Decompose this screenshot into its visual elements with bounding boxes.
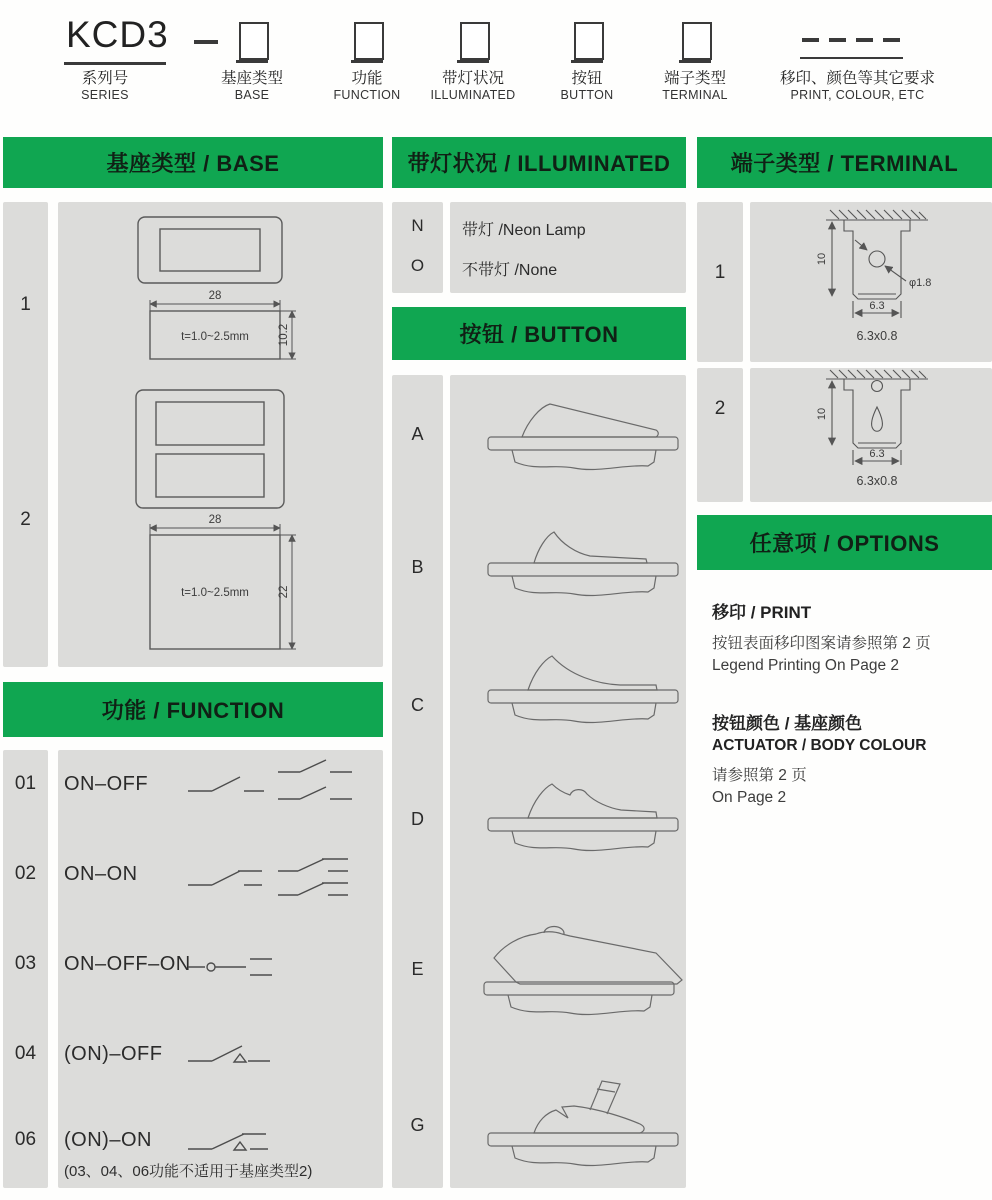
button-row-code-E: E xyxy=(411,959,424,979)
base-2-panel-cutout-drawing xyxy=(134,388,286,510)
button-G-rocker-drawing xyxy=(478,1075,688,1175)
terminal-2-caption: 6.3x0.8 xyxy=(856,474,898,488)
function-row-code-01: 01 xyxy=(14,773,37,794)
function-row-label-02: ON–ON xyxy=(64,863,138,885)
field-label-illuminated-en: ILLUMINATED xyxy=(430,88,516,102)
illuminated-row-code-O: O xyxy=(410,256,425,275)
base-2-width-dim: 28 xyxy=(208,514,222,526)
field-label-terminal-en: TERMINAL xyxy=(662,88,728,102)
code-box-terminal-underline xyxy=(679,60,711,63)
field-label-print-zh: 移印、颜色等其它要求 xyxy=(779,70,935,87)
field-label-series-en: SERIES xyxy=(81,88,129,102)
terminal-1-drawing xyxy=(782,206,967,358)
button-row-code-A: A xyxy=(411,424,424,444)
section-header-illuminated: 带灯状况 / ILLUMINATED xyxy=(392,137,686,188)
field-label-base-en: BASE xyxy=(234,88,270,102)
button-D-rocker-drawing xyxy=(478,760,688,860)
function-02-circuit-schematic xyxy=(186,845,364,909)
base-1-dimension-drawing xyxy=(138,288,303,368)
field-label-base-zh: 基座类型 xyxy=(220,70,283,87)
field-label-function-zh: 功能 xyxy=(351,70,383,87)
terminal-row-code-2: 2 xyxy=(714,398,726,419)
base-row-code-1: 1 xyxy=(20,294,31,315)
code-box-function-underline xyxy=(351,60,383,63)
function-row-label-04: (ON)–OFF xyxy=(64,1043,163,1065)
illuminated-row-label-N: 带灯 /Neon Lamp xyxy=(462,222,586,239)
field-label-function-en: FUNCTION xyxy=(333,88,401,102)
button-row-code-C: C xyxy=(411,695,424,715)
function-row-code-03: 03 xyxy=(14,953,37,974)
series-code: KCD3 xyxy=(66,14,169,55)
base-label-column xyxy=(3,202,48,667)
button-row-code-B: B xyxy=(411,557,424,577)
base-1-thickness: t=1.0~2.5mm xyxy=(181,331,249,343)
field-label-button-zh: 按钮 xyxy=(571,70,603,87)
button-label-column xyxy=(392,375,443,1188)
function-row-code-02: 02 xyxy=(14,863,37,884)
button-row-code-G: G xyxy=(410,1115,425,1135)
options-print-line-en: Legend Printing On Page 2 xyxy=(712,657,899,674)
terminal-1-caption: 6.3x0.8 xyxy=(856,329,898,343)
code-box-illuminated xyxy=(460,22,490,60)
function-06-circuit-schematic xyxy=(186,1111,364,1175)
button-B-rocker-drawing xyxy=(478,505,688,605)
illuminated-row-code-N: N xyxy=(411,216,424,235)
terminal-2-label-cell xyxy=(697,368,743,502)
print-dash-4 xyxy=(883,38,900,42)
terminal-2-top-hole-circle xyxy=(872,381,883,392)
base-1-panel-cutout-drawing xyxy=(136,215,284,285)
print-dash-3 xyxy=(856,38,873,42)
code-box-function xyxy=(354,22,384,60)
terminal-1-height-dim: 10 xyxy=(816,252,828,266)
base-2-dimension-drawing xyxy=(138,512,303,658)
separator-dash xyxy=(194,40,218,44)
terminal-2-height-dim: 10 xyxy=(816,407,828,421)
field-label-terminal-zh: 端子类型 xyxy=(663,70,726,87)
terminal-2-drawing xyxy=(782,369,967,499)
section-header-button: 按钮 / BUTTON xyxy=(392,307,686,360)
button-A-rocker-drawing xyxy=(478,379,688,479)
function-row-code-06: 06 xyxy=(14,1129,37,1150)
options-colour-line-1: ACTUATOR / BODY COLOUR xyxy=(712,737,927,754)
section-header-function: 功能 / FUNCTION xyxy=(3,682,383,737)
button-C-rocker-drawing xyxy=(478,632,688,732)
section-header-terminal: 端子类型 / TERMINAL xyxy=(697,137,992,188)
terminal-1-hole-circle xyxy=(869,251,885,267)
function-row-label-03: ON–OFF–ON xyxy=(64,953,191,975)
base-2-height-dim: 22 xyxy=(278,585,290,599)
code-box-base-underline xyxy=(236,60,268,63)
code-box-base xyxy=(239,22,269,60)
terminal-1-width-dim: 6.3 xyxy=(869,300,885,312)
illuminated-row-label-O: 不带灯 /None xyxy=(462,262,558,279)
button-E-rocker-drawing xyxy=(470,924,688,1024)
print-dash-2 xyxy=(829,38,846,42)
terminal-2-width-dim: 6.3 xyxy=(869,448,885,460)
options-colour-line-3: On Page 2 xyxy=(712,789,787,806)
function-note: (03、04、06功能不适用于基座类型2) xyxy=(64,1163,313,1180)
field-label-button-en: BUTTON xyxy=(560,88,614,102)
function-04-circuit-schematic xyxy=(186,1025,364,1089)
base-row-code-2: 2 xyxy=(20,509,31,530)
field-label-illuminated-zh: 带灯状况 xyxy=(441,70,504,87)
base-2-thickness: t=1.0~2.5mm xyxy=(181,587,249,599)
options-print-title: 移印 / PRINT xyxy=(712,603,812,622)
options-colour-line-2: 请参照第 2 页 xyxy=(712,767,807,784)
print-underline xyxy=(800,57,903,59)
field-label-series-zh: 系列号 xyxy=(81,70,129,87)
section-header-base: 基座类型 / BASE xyxy=(3,137,383,188)
field-label-print-en: PRINT, COLOUR, ETC xyxy=(790,88,925,102)
function-03-circuit-schematic xyxy=(186,935,364,999)
code-box-terminal xyxy=(682,22,712,60)
code-box-button xyxy=(574,22,604,60)
function-row-label-06: (ON)–ON xyxy=(64,1129,152,1151)
terminal-2-teardrop-hole xyxy=(872,407,883,431)
series-underline xyxy=(64,62,166,65)
function-01-circuit-schematic xyxy=(186,755,364,819)
button-row-code-D: D xyxy=(411,809,424,829)
function-row-code-04: 04 xyxy=(14,1043,37,1064)
options-colour-title: 按钮颜色 / 基座颜色 xyxy=(712,714,863,733)
terminal-1-hole-dim: φ1.8 xyxy=(909,277,932,289)
code-box-button-underline xyxy=(571,60,603,63)
function-row-label-01: ON–OFF xyxy=(64,773,149,795)
base-1-height-dim: 10.2 xyxy=(278,323,290,347)
code-box-illuminated-underline xyxy=(457,60,489,63)
terminal-row-code-1: 1 xyxy=(714,262,726,283)
section-header-options: 任意项 / OPTIONS xyxy=(697,515,992,570)
print-dash-1 xyxy=(802,38,819,42)
base-1-width-dim: 28 xyxy=(208,290,222,302)
options-print-line-zh: 按钮表面移印图案请参照第 2 页 xyxy=(712,635,931,652)
